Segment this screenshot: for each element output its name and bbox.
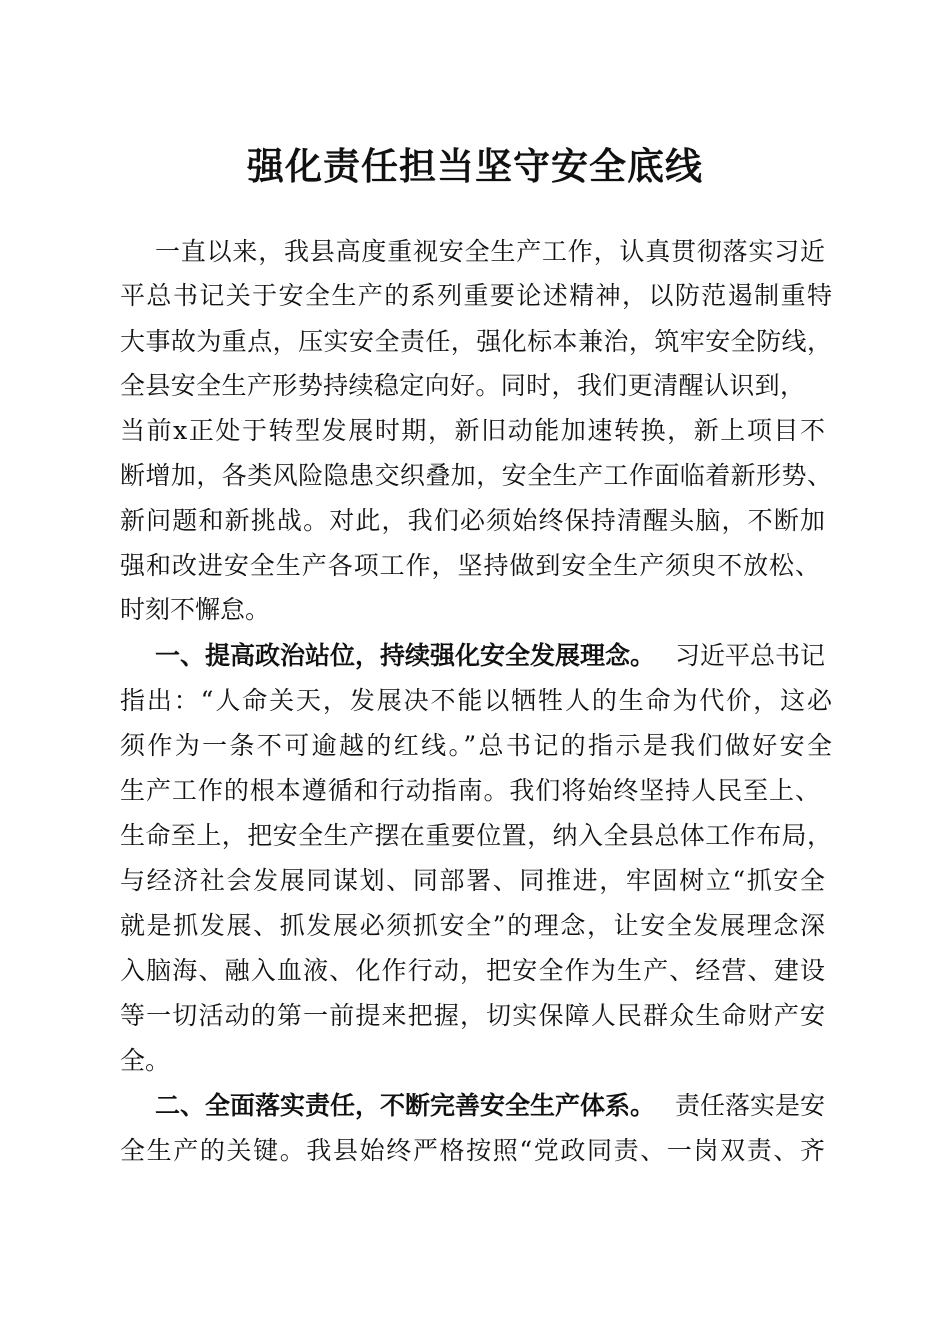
paragraph-line: 大事故为重点，压实安全责任，强化标本兼治，筑牢安全防线， xyxy=(120,327,832,356)
paragraph-line: 全。 xyxy=(120,1046,171,1075)
paragraph-line: 平总书记关于安全生产的系列重要论述精神，以防范遏制重特 xyxy=(120,281,832,310)
paragraph-line: 就是抓发展、抓发展必须抓安全”的理念，让安全发展理念深 xyxy=(120,911,825,940)
paragraph-line: 强和改进安全生产各项工作，坚持做到安全生产须臾不放松、 xyxy=(120,551,820,580)
paragraph-line: 一直以来，我县高度重视安全生产工作，认真贯彻落实习近 xyxy=(155,237,825,266)
section-heading: 一、提高政治站位，持续强化安全发展理念。 xyxy=(155,641,656,670)
document-title: 强化责任担当坚守安全底线 xyxy=(247,144,703,188)
paragraph-text: 习近平总书记 xyxy=(674,641,825,670)
section-heading: 二、全面落实责任，不断完善安全生产体系。 xyxy=(155,1091,656,1120)
section-first-line xyxy=(155,636,825,676)
paragraph-line: 断增加，各类风险隐患交织叠加，安全生产工作面临着新形势、 xyxy=(120,461,832,490)
paragraph-line: 等一切活动的第一前提来把握，切实保障人民群众生命财产安 xyxy=(120,1001,825,1030)
paragraph-line: 与经济社会发展同谋划、同部署、同推进，牢固树立“抓安全 xyxy=(120,866,825,895)
paragraph-line: 时刻不懈怠。 xyxy=(120,595,271,624)
paragraph-line: 须作为一条不可逾越的红线。”总书记的指示是我们做好安全 xyxy=(120,731,832,760)
paragraph-line: 指出：“人命关天，发展决不能以牺牲人的生命为代价，这必 xyxy=(120,686,832,715)
section-first-line xyxy=(155,1086,825,1126)
paragraph-text: 责任落实是安 xyxy=(674,1091,825,1120)
paragraph-line: 生产工作的根本遵循和行动指南。我们将始终坚持人民至上、 xyxy=(120,776,820,805)
paragraph-line: 新问题和新挑战。对此，我们必须始终保持清醒头脑，不断加 xyxy=(120,506,825,535)
paragraph-line: 当前x正处于转型发展时期，新旧动能加速转换，新上项目不 xyxy=(120,416,825,445)
paragraph-line: 入脑海、融入血液、化作行动，把安全作为生产、经营、建设 xyxy=(120,956,825,985)
paragraph-line: 全县安全生产形势持续稳定向好。同时，我们更清醒认识到， xyxy=(120,371,805,400)
paragraph-line: 生命至上，把安全生产摆在重要位置，纳入全县总体工作布局， xyxy=(120,821,832,850)
paragraph-line: 全生产的关键。我县始终严格按照“党政同责、一岗双责、齐 xyxy=(120,1136,825,1165)
